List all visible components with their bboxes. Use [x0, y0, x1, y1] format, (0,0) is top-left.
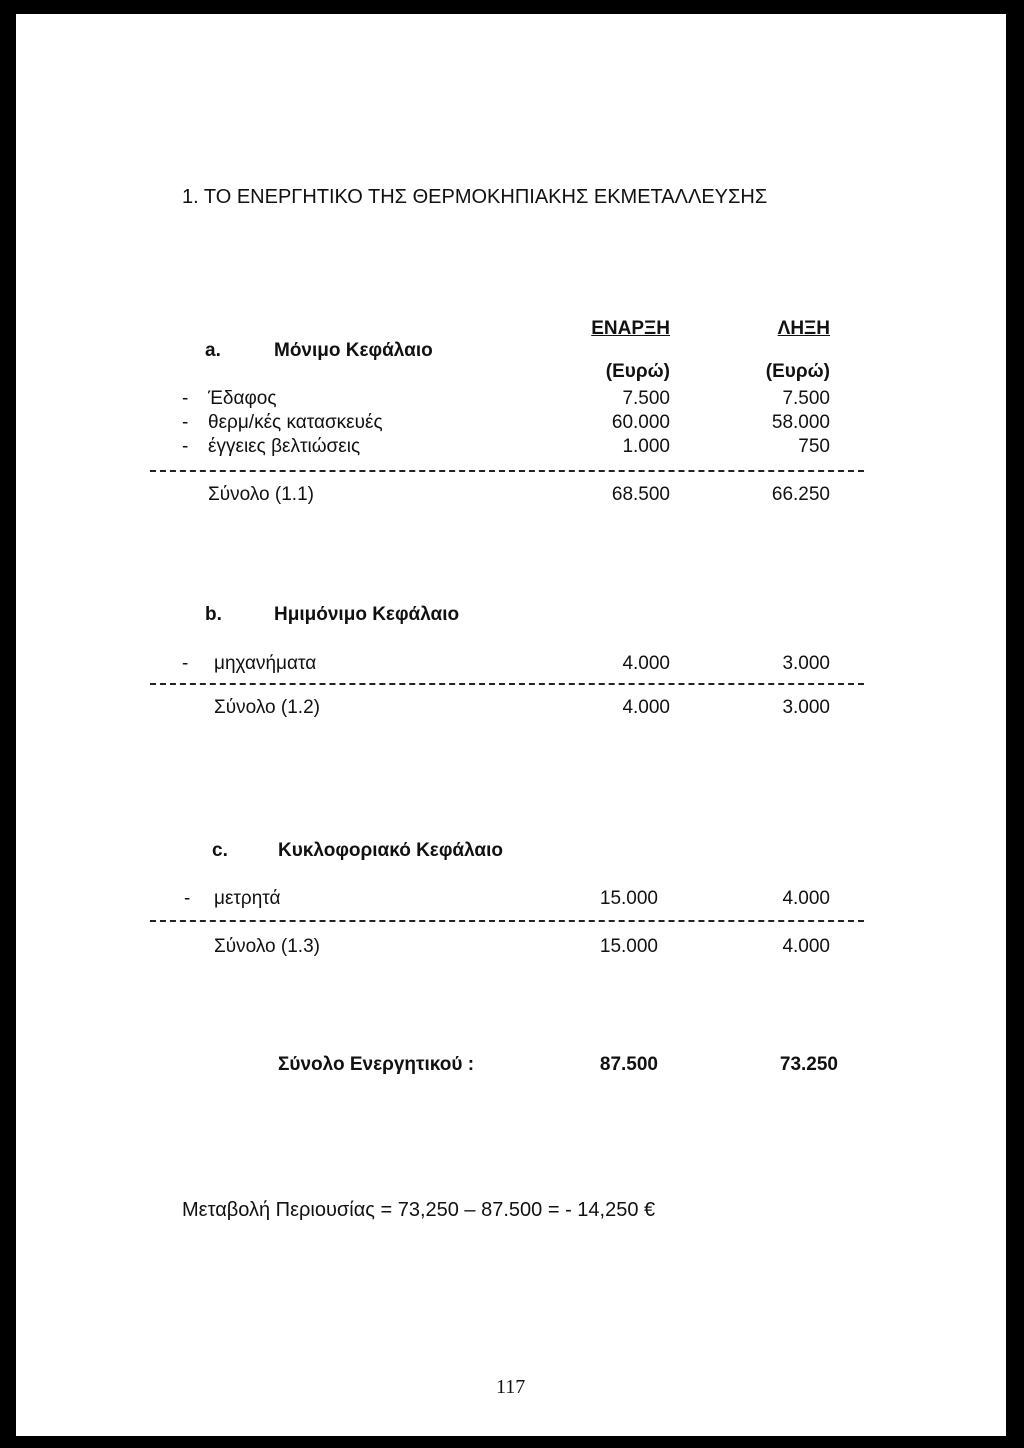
row-start-value: 1.000	[622, 436, 670, 457]
grand-total-label: Σύνολο Ενεργητικού :	[278, 1054, 475, 1075]
page-number: 117	[496, 1376, 526, 1398]
section-c-total-end: 4.000	[782, 936, 830, 957]
section-b-total-start: 4.000	[622, 697, 670, 718]
dashed-divider	[150, 683, 864, 685]
dashed-divider	[150, 470, 864, 472]
column-unit-end: (Ευρώ)	[765, 361, 830, 382]
row-label: μετρητά	[214, 888, 281, 909]
grand-total-start: 87.500	[599, 1054, 658, 1075]
row-start-value: 60.000	[611, 412, 670, 433]
column-header-start: ΕΝΑΡΞΗ	[591, 318, 670, 339]
section-a-total-start: 68.500	[611, 484, 670, 505]
row-end-value: 7.500	[782, 388, 830, 409]
row-dash: -	[182, 436, 189, 457]
section-c-title: Κυκλοφοριακό Κεφάλαιο	[278, 840, 503, 861]
row-dash: -	[182, 653, 189, 674]
row-label: θερμ/κές κατασκευές	[208, 412, 383, 433]
row-dash: -	[182, 412, 189, 433]
row-end-value: 3.000	[782, 653, 830, 674]
section-b-title: Ημιμόνιμο Κεφάλαιο	[274, 604, 460, 625]
row-end-value: 58.000	[771, 412, 830, 433]
grand-total-end: 73.250	[779, 1054, 838, 1075]
row-start-value: 15.000	[599, 888, 658, 909]
row-start-value: 7.500	[622, 388, 670, 409]
section-b-total-label: Σύνολο (1.2)	[214, 697, 320, 718]
section-c-total-label: Σύνολο (1.3)	[214, 936, 320, 957]
row-label: Έδαφος	[208, 388, 277, 409]
asset-change-note: Μεταβολή Περιουσίας = 73,250 – 87.500 = - 14,250 €	[182, 1199, 656, 1221]
section-a-total-end: 66.250	[771, 484, 830, 505]
row-dash: -	[184, 888, 191, 909]
row-end-value: 4.000	[782, 888, 830, 909]
section-a-title: Μόνιμο Κεφάλαιο	[274, 340, 433, 361]
section-b-total-end: 3.000	[782, 697, 830, 718]
column-unit-start: (Ευρώ)	[605, 361, 670, 382]
column-header-end: ΛΗΞΗ	[777, 318, 830, 339]
document-page	[16, 14, 1006, 1436]
section-c-letter: c.	[212, 840, 228, 861]
section-b-letter: b.	[205, 604, 222, 625]
document-heading: 1. ΤΟ ΕΝΕΡΓΗΤΙΚΟ ΤΗΣ ΘΕΡΜΟΚΗΠΙΑΚΗΣ ΕΚΜΕΤΑΛΛΕΥΣΗΣ	[182, 186, 768, 208]
row-end-value: 750	[798, 436, 830, 457]
row-label: μηχανήματα	[214, 653, 317, 674]
section-c-total-start: 15.000	[599, 936, 658, 957]
section-a-total-label: Σύνολο (1.1)	[208, 484, 314, 505]
row-label: έγγειες βελτιώσεις	[208, 436, 361, 457]
row-dash: -	[182, 388, 189, 409]
section-a-letter: a.	[205, 340, 221, 361]
dashed-divider	[150, 920, 864, 922]
row-start-value: 4.000	[622, 653, 670, 674]
